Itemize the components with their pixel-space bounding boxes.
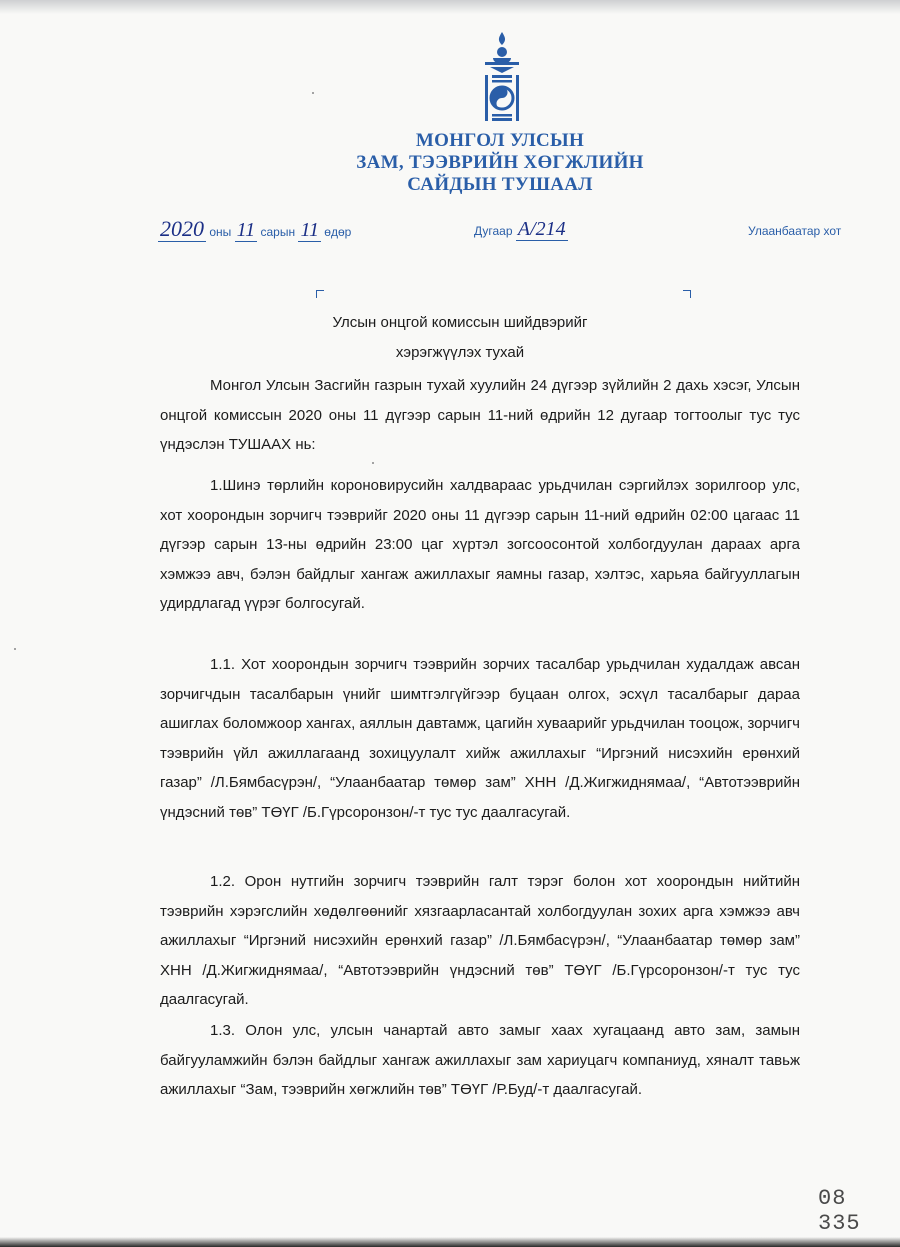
header-line-2: ЗАМ, ТЭЭВРИЙН ХӨГЖЛИЙН (356, 152, 644, 173)
number-label: Дугаар (474, 224, 513, 238)
soyombo-emblem-icon (474, 30, 530, 128)
number-value: А/214 (517, 218, 566, 240)
clause-1-2: 1.2. Орон нутгийн зорчигч тээврийн галт тэрэг болон хот хоорондын нийтийн тээврийн хэрэгслийн хөдөлгөөнийг хязгаарласантай холбогдуулан зохих арга хэмжээ авч ажиллахыг “Иргэний нисэхийн ерөнхий газар” /Л.Бямбасүрэн/, “Улаанбаатар төмөр зам” ХНН /Д.Жигжиднямаа/, “Автотээврийн үндэсний төв” ТӨҮГ /Б.Гүрсоронзон/-т тус тус даалгасугай. (160, 873, 800, 1009)
clause-1: 1.Шинэ төрлийн короновирусийн халдвараас урьдчилан сэргийлэх зорилгоор улс, хот хоорондын зорчигч тээврийг 2020 оны 11 дүгээр сарын 11-ний өдрийн 02:00 цагаас 11 дүгээр сарын 13-ны өдрийн 23:00 цаг хүртэл зогсоосонтой холбогдуулан дараах арга хэмжээ авч, бэлэн байдлыг хангаж ажиллахыг яамны газар, хэлтэс, харьяа байгууллагын удирдлагад үүрэг болгосугай. (160, 477, 800, 613)
preamble-paragraph: Монгол Улсын Засгийн газрын тухай хуулийн 24 дүгээр зүйлийн 2 дахь хэсэг, Улсын онцгой комиссын 2020 оны 11 дүгээр сарын 11-ний өдрийн 12 дугаар тогтоолыг тус тус үндэслэн ТУШААХ нь: (160, 377, 800, 454)
header-line-1: МОНГОЛ УЛСЫН (415, 130, 585, 151)
order-number (474, 218, 568, 244)
order-title-line-1: Улсын онцгой комиссын шийдвэрийг (332, 314, 588, 331)
day-label: өдөр (324, 225, 352, 239)
title-corner-right (683, 290, 691, 298)
date-year: 2020 (160, 216, 204, 241)
year-label: оны (209, 225, 232, 239)
clause-1-1: 1.1. Хот хоорондын зорчигч тээврийн зорчих тасалбар урьдчилан худалдаж авсан зорчигчдын тасалбарын үнийг шимтгэлгүйгээр буцаан олгох, эсхүл тасалбарыг дараа ашиглах боломжоор хангах, аяллын давтамж, цагийн хуваарийг урьдчилан тооцож, зорчигч тээврийн үйл ажиллагаанд зохицуулалт хийж ажиллахыг “Иргэний нисэхийн ерөнхий газар” /Л.Бямбасүрэн/, “Улаанбаатар төмөр зам” ХНН /Д.Жигжиднямаа/, “Автотээврийн үндэсний төв” ТӨҮГ /Б.Гүрсоронзон/-т тус тус даалгасугай. (160, 656, 800, 821)
date-day: 11 (300, 219, 319, 241)
scan-speck (312, 92, 314, 94)
title-corner-left (316, 290, 324, 298)
scan-edge-bottom (0, 1237, 900, 1247)
ministry-header (300, 130, 700, 196)
city-label: Улаанбаатар хот (748, 224, 842, 238)
date-month: 11 (236, 219, 256, 241)
scan-speck (14, 648, 16, 650)
order-title-line-2: хэрэгжүүлэх тухай (395, 344, 525, 361)
order-date (158, 218, 351, 244)
page-number: 08 335 (818, 1186, 861, 1236)
scan-edge-top (0, 0, 900, 14)
clause-1-3: 1.3. Олон улс, улсын чанартай авто замыг хаах хугацаанд авто зам, замын байгууламжийн бэлэн байдлыг хангаж ажиллахыг зам хариуцагч компаниуд, хяналт тавьж ажиллахыг “Зам, тээврийн хөгжлийн төв” ТӨҮГ /Р.Буд/-т даалгасугай. (160, 1022, 800, 1099)
month-label: сарын (260, 225, 296, 239)
header-line-3: САЙДЫН ТУШААЛ (407, 174, 593, 195)
scan-speck (372, 462, 374, 464)
